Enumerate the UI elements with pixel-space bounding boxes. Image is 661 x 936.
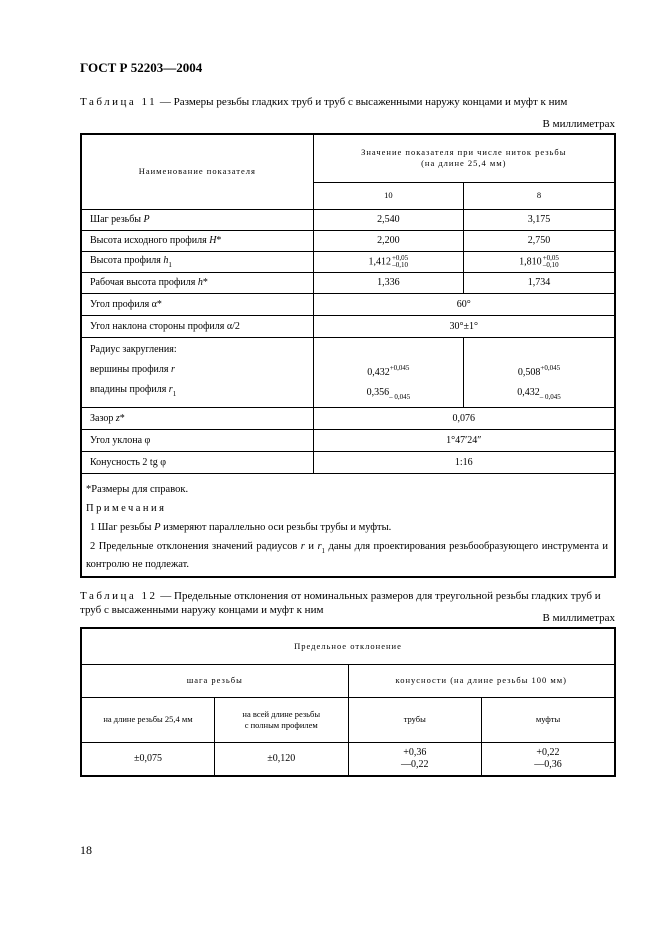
note-reference: *Размеры для справок. xyxy=(86,483,189,495)
table11-units: В миллиметрах xyxy=(542,118,615,130)
row-h-work-label: Рабочая высота профиля h* xyxy=(81,272,313,293)
row-h-initial-8: 2,750 xyxy=(464,230,615,251)
row-flank-label: Угол наклона стороны профиля α/2 xyxy=(81,315,313,337)
document-code: ГОСТ Р 52203—2004 xyxy=(80,60,203,75)
row-gap-label: Зазор z* xyxy=(81,407,313,429)
table12-col3-header: трубы xyxy=(348,697,481,742)
row-h-initial-10: 2,200 xyxy=(313,230,463,251)
table12-v3: +0,36 —0,22 xyxy=(348,742,481,776)
note-2: 2 Предельные отклонения значений радиусов r и $r_1$ даны для проектирования резьбообразующего инструмента и контролю не подлежат. xyxy=(86,540,609,570)
root-label: впадины профиля $r_1$ xyxy=(90,384,177,398)
row-radius-10 xyxy=(313,337,463,407)
table11-notes xyxy=(81,473,615,577)
row-h-profile-8: 1,810 +0,05 –0,10 xyxy=(464,251,615,272)
row-h-initial-label: Высота исходного профиля H* xyxy=(81,230,313,251)
table12-main-header: Предельное отклонение xyxy=(81,628,615,664)
table-row xyxy=(81,315,615,337)
table11-col-10: 10 xyxy=(313,182,463,209)
crest-label: вершины профиля r xyxy=(90,364,175,375)
note-1: 1 Шаг резьбы P измеряют параллельно оси резьбы трубы и муфты. xyxy=(90,521,392,533)
table12-units: В миллиметрах xyxy=(542,612,615,624)
row-gap-value: 0,076 xyxy=(313,407,615,429)
table-row xyxy=(81,293,615,315)
table11-notes-row xyxy=(81,473,615,577)
crest-8: $0,508^{+0,045}$ xyxy=(517,363,561,378)
table11-caption-text: — Размеры резьбы гладких труб и труб с высаженными наружу концами и муфт к ним xyxy=(157,96,568,108)
table11-group-header-line2: (на длине 25,4 мм) xyxy=(421,158,507,169)
row-h-profile-label: Высота профиля $h_1$ xyxy=(81,251,313,272)
table-row xyxy=(81,451,615,473)
table12-caption-text-1: — Предельные отклонения от номинальных размеров для треугольной резьбы гладких труб и xyxy=(157,590,601,602)
table12-col2-header-line2: с полным профилем xyxy=(244,719,318,730)
table12-caption-text-2: труб с высаженными наружу концами и муфт к ним xyxy=(80,604,324,616)
table11-group-header xyxy=(313,134,615,182)
row-taper-value: 1:16 xyxy=(313,451,615,473)
table11 xyxy=(80,133,616,578)
table-row xyxy=(81,407,615,429)
table-row xyxy=(81,230,615,251)
table-row xyxy=(81,272,615,293)
table12-v1: ±0,075 xyxy=(81,742,215,776)
table12 xyxy=(80,627,616,777)
table11-caption xyxy=(80,95,567,109)
table11-group-header-line1: Значение показателя при числе ниток резьбы xyxy=(361,147,567,158)
table11-name-header: Наименование показателя xyxy=(81,134,313,209)
row-pitch-10: 2,540 xyxy=(313,209,463,230)
table-row xyxy=(81,209,615,230)
table12-col4-header: муфты xyxy=(482,697,616,742)
row-flank-value: 30°±1° xyxy=(313,315,615,337)
radius-title: Радиус закругления: xyxy=(90,344,177,355)
row-taper-angle-value: 1°47′24″ xyxy=(313,429,615,451)
table11-col-8: 8 xyxy=(464,182,615,209)
row-angle-value: 60° xyxy=(313,293,615,315)
table12-caption xyxy=(80,589,616,617)
root-10: $0,356_{- 0,045}$ xyxy=(366,386,411,401)
row-taper-label: Конусность 2 tg φ xyxy=(81,451,313,473)
table12-taper-header: конусности (на длине резьбы 100 мм) xyxy=(348,664,615,697)
row-h-work-8: 1,734 xyxy=(464,272,615,293)
row-h-profile-10: 1,412 +0,05 –0,10 xyxy=(313,251,463,272)
table12-col1-header: на длине резьбы 25,4 мм xyxy=(81,697,215,742)
row-h-work-10: 1,336 xyxy=(313,272,463,293)
row-pitch-8: 3,175 xyxy=(464,209,615,230)
table12-col2-header-line1: на всей длине резьбы xyxy=(242,708,321,719)
root-8: $0,432_{- 0,045}$ xyxy=(517,386,561,401)
table-row xyxy=(81,251,615,272)
row-radius-8 xyxy=(464,337,615,407)
table12-pitch-header: шага резьбы xyxy=(81,664,348,697)
row-angle-label: Угол профиля α* xyxy=(81,293,313,315)
page-number: 18 xyxy=(80,843,92,857)
row-taper-angle-label: Угол уклона φ xyxy=(81,429,313,451)
table12-col2-header xyxy=(215,697,349,742)
crest-10: $0,432^{+0,045}$ xyxy=(367,363,410,378)
table-row xyxy=(81,337,615,407)
row-pitch-label: Шаг резьбы P xyxy=(81,209,313,230)
row-radius-label xyxy=(81,337,313,407)
table12-v2: ±0,120 xyxy=(215,742,349,776)
table11-caption-label: Таблица 11 xyxy=(80,96,158,108)
notes-title: Примечания xyxy=(86,502,167,514)
table-row xyxy=(81,429,615,451)
table-row xyxy=(81,742,615,776)
table12-v4: +0,22 —0,36 xyxy=(482,742,616,776)
table12-caption-label: Таблица 12 xyxy=(80,590,158,602)
